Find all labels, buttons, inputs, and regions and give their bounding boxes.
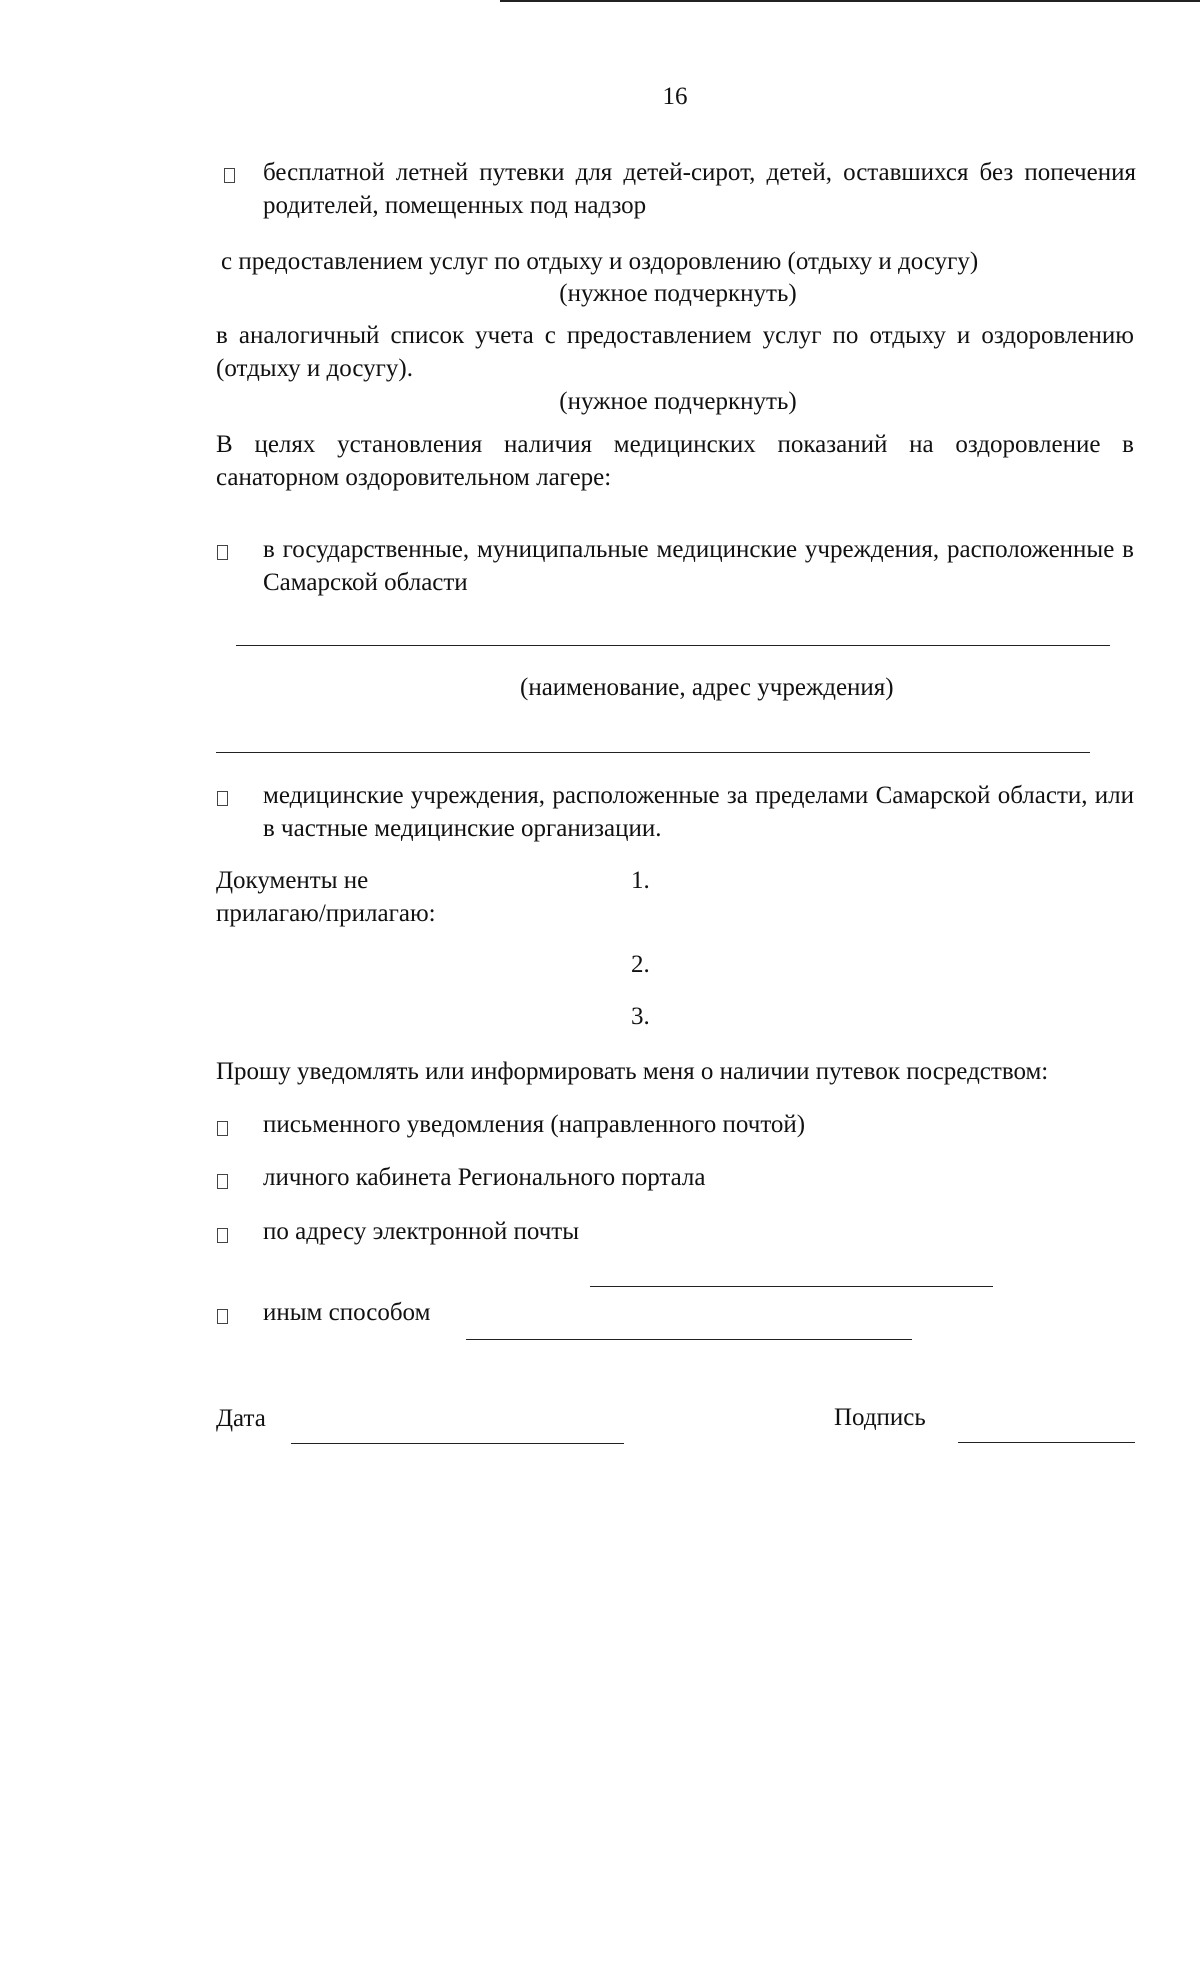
free-voucher-checkbox[interactable]	[224, 168, 235, 183]
services-line: с предоставлением услуг по отдыху и оздоровлению (отдыху и досугу)	[221, 248, 979, 275]
outside-institutions-text: медицинские учреждения, расположенные за пределами Самарской области, или в частные медицинские организации.	[263, 782, 1134, 842]
notify-request-text: Прошу уведомлять или информировать меня о наличии путевок посредством:	[216, 1058, 1049, 1085]
outside-institutions-checkbox[interactable]	[217, 791, 228, 806]
signature-label: Подпись	[834, 1404, 926, 1431]
notify-email-checkbox[interactable]	[217, 1228, 228, 1243]
notify-email-text: по адресу электронной почты	[263, 1218, 579, 1245]
top-edge-rule	[500, 0, 1200, 2]
document-number-1: 1.	[631, 867, 650, 894]
signature-line[interactable]	[958, 1442, 1135, 1443]
date-line[interactable]	[291, 1443, 624, 1444]
document-number-3: 3.	[631, 1003, 650, 1030]
underline-note-2: (нужное подчеркнуть)	[559, 388, 797, 415]
other-method-line[interactable]	[466, 1339, 912, 1340]
email-address-line[interactable]	[590, 1286, 993, 1287]
notify-portal-text: личного кабинета Регионального портала	[263, 1164, 706, 1191]
similar-list-text: в аналогичный список учета с предоставлением услуг по отдыху и оздоровлению (отдыху и досугу).	[216, 322, 1134, 382]
institution-name-line-2[interactable]	[216, 752, 1090, 753]
institution-name-line-1[interactable]	[236, 645, 1110, 646]
notify-mail-text: письменного уведомления (направленного почтой)	[263, 1111, 806, 1138]
documents-label: Документы не прилагаю/прилагаю:	[216, 867, 436, 927]
medical-purpose-text: В целях установления наличия медицинских показаний на оздоровление в санаторном оздоровительном лагере:	[216, 431, 1134, 491]
institution-caption: (наименование, адрес учреждения)	[520, 674, 894, 701]
notify-other-checkbox[interactable]	[217, 1309, 228, 1324]
date-label: Дата	[216, 1405, 266, 1432]
free-voucher-text: бесплатной летней путевки для детей-сирот, детей, оставшихся без попечения родителей, помещенных под надзор	[263, 159, 1136, 219]
state-institutions-checkbox[interactable]	[217, 545, 228, 560]
page-number: 16	[662, 83, 688, 110]
document-number-2: 2.	[631, 951, 650, 978]
notify-mail-checkbox[interactable]	[217, 1121, 228, 1136]
underline-note-1: (нужное подчеркнуть)	[559, 280, 797, 307]
notify-other-text: иным способом	[263, 1299, 431, 1326]
notify-portal-checkbox[interactable]	[217, 1174, 228, 1189]
state-institutions-text: в государственные, муниципальные медицинские учреждения, расположенные в Самарской области	[263, 536, 1134, 596]
